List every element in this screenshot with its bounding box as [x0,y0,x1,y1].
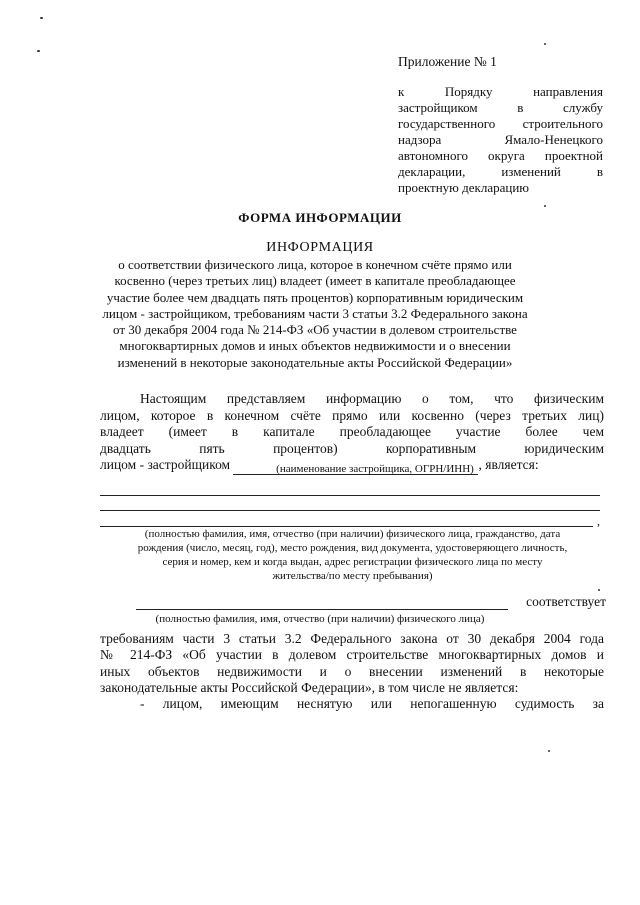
paragraph-line: иных объектов недвижимости и о внесении изменений в некоторые [100,663,604,679]
appendix-line: надзора Ямало-Ненецкого [398,132,603,147]
paragraph-line: Настоящим представляем информацию о том, что физическим [140,391,604,406]
info-line: о соответствии физического лица, которое в конечном счёте прямо или [118,257,512,272]
caption-line: серия и номер, кем и когда выдан, адрес регистрации физического лица по месту [162,556,543,568]
appendix-line: декларации, изменений в [398,164,603,179]
comma-mark: , [597,514,600,528]
paragraph-line: требованиям части 3 статьи 3.2 Федерального закона от 30 декабря 2004 года [100,631,604,646]
scan-speck [37,50,40,52]
paragraph-line: - лицом, имеющим неснятую или непогашенную судимость за [140,696,604,712]
full-name-caption: (полностью фамилия, имя, отчество (при наличии) физического лица) [155,613,485,625]
scan-speck [544,205,546,207]
appendix-line: государственного строительного [398,116,603,131]
scan-speck [40,17,43,19]
appendix-line: автономного округа проектной [398,148,603,163]
paragraph-line: двадцать пять процентов) корпоративным юридическим [100,440,604,456]
info-line: участие более чем двадцать пять процентов) корпоративным юридическим [106,289,524,305]
appendix-line: проектную декларацию [398,180,529,195]
info-line: от 30 декабря 2004 года № 214-ФЗ «Об участии в долевом строительстве [113,322,517,338]
complies-word: соответствует [526,594,606,609]
caption-line: жительства/по месту пребывания) [272,570,433,582]
info-line: лицом - застройщиком, требованиям части 3 статьи 3.2 Федерального закона [102,305,528,321]
paragraph-line: лицом, которое в конечном счёте прямо или косвенно (через третьих лиц) [100,407,604,423]
person-details-caption [100,527,605,583]
info-description [90,257,540,371]
person-details-line-1[interactable] [100,495,600,496]
scan-speck [598,589,600,591]
requirements-paragraph [100,631,604,712]
full-name-field[interactable] [136,609,508,610]
paragraph-line-suffix: , является: [478,457,539,472]
caption-line: (полностью фамилия, имя, отчество (при наличии) физического лица, гражданство, дата [144,528,561,540]
paragraph-line: владеет (имеет в капитале преобладающее участие более чем [100,424,604,439]
appendix-subtitle [398,84,603,196]
paragraph-line: № 214-ФЗ «Об участии в долевом строительстве многоквартирных домов и [100,647,604,663]
person-details-line-2[interactable] [100,510,600,511]
form-title: ФОРМА ИНФОРМАЦИИ [238,210,402,225]
info-title: ИНФОРМАЦИЯ [266,240,374,255]
appendix-line: застройщиком в службу [398,100,603,115]
appendix-title: Приложение № 1 [398,54,497,69]
scan-speck [544,43,546,45]
info-line: изменений в некоторые законодательные акты Российской Федерации» [117,354,513,370]
scan-speck [548,750,550,752]
info-line: многоквартирных домов и иных объектов недвижимости и о внесении [119,338,511,354]
developer-field-caption: (наименование застройщика, ОГРН/ИНН) [276,463,474,475]
caption-line: рождения (число, месяц, год), место рождения, вид документа, удостоверяющего личность, [137,542,568,554]
paragraph-line-prefix: лицом - застройщиком [100,457,231,472]
info-line: косвенно (через третьих лиц) владеет (имеет в капитале преобладающее [114,273,516,289]
appendix-line: к Порядку направления [398,84,603,99]
paragraph-line: законодательные акты Российской Федерации», в том числе не является: [100,679,519,695]
